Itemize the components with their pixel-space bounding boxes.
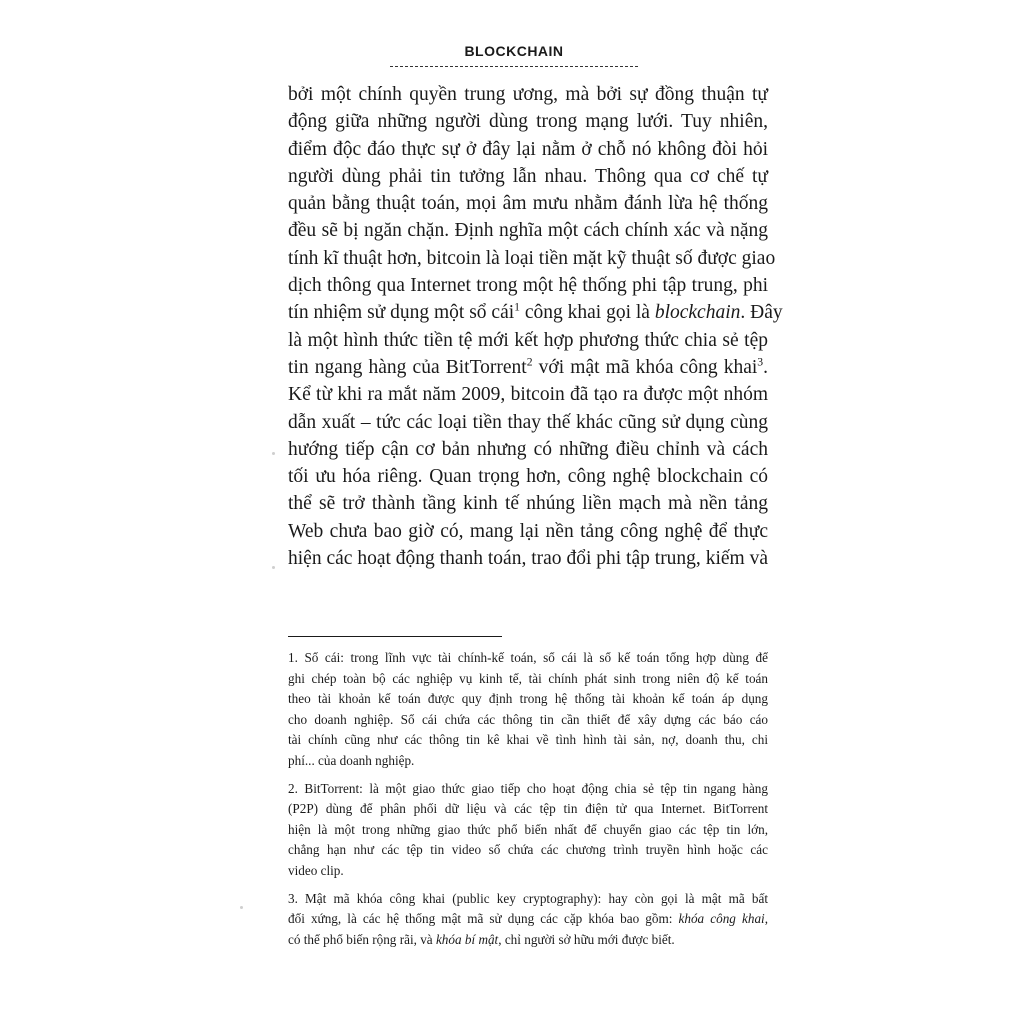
body-line: hướng tiếp cận cơ bản nhưng có những điều chỉnh và cách — [288, 438, 768, 460]
body-line: quản bằng thuật toán, mọi âm mưu nhằm đánh lừa hệ thống — [288, 193, 768, 215]
header-title: BLOCKCHAIN — [464, 43, 564, 59]
footnote-2 — [288, 779, 768, 882]
body-text-run: tin ngang hàng của BitTorrent — [288, 356, 527, 378]
footnote-line: cho doanh nghiệp. Sổ cái chứa các thông tin cần thiết để xây dựng các báo cáo — [288, 711, 768, 727]
running-header — [390, 42, 638, 67]
footnote-line — [288, 909, 768, 930]
body-line: hiện các hoạt động thanh toán, trao đổi phi tập trung, kiếm và — [288, 548, 768, 570]
footnote-line: tài chính cũng như các thông tin kê khai về tình hình tài sản, nợ, doanh thu, chi — [288, 732, 768, 748]
body-text-run: tín nhiệm sử dụng một sổ cái — [288, 302, 515, 324]
body-text-italic: blockchain — [654, 302, 741, 324]
footnote-text-run: có thể phổ biến rộng rãi, và — [288, 931, 436, 947]
body-line: tối ưu hóa riêng. Quan trọng hơn, công nghệ blockchain có — [288, 466, 768, 488]
footnote-line — [288, 930, 768, 951]
footnote-ref-2[interactable]: 2 — [526, 355, 533, 369]
footnote-ref-1[interactable]: 1 — [514, 300, 520, 314]
footnote-line: ghi chép toàn bộ các nghiệp vụ kinh tế, tài chính phát sinh trong niên độ kế toán — [288, 670, 768, 686]
body-line: động giữa những người dùng trong mạng lưới. Tuy nhiên, — [288, 111, 768, 133]
footnote-line: (P2P) dùng để phân phối dữ liệu và các tệp tin điện tử qua Internet. BitTorrent — [288, 801, 768, 817]
body-line: thể sẽ trở thành tầng kinh tế nhúng liền mạch mà nền tảng — [288, 493, 768, 515]
body-line: bởi một chính quyền trung ương, mà bởi sự đồng thuận tự — [288, 84, 768, 105]
footnote-1 — [288, 648, 768, 772]
body-text-run: công khai gọi là — [519, 302, 655, 324]
footnote-rule — [288, 636, 502, 637]
footnote-line: 2. BitTorrent: là một giao thức giao tiếp cho hoạt động chia sẻ tệp tin ngang hàng — [288, 780, 768, 796]
scan-speck — [272, 566, 275, 569]
body-line: dẫn xuất – tức các loại tiền thay thế khác cũng sử dụng cùng — [288, 411, 768, 433]
body-line: Kể từ khi ra mắt năm 2009, bitcoin đã tạo ra được một nhóm — [288, 384, 768, 406]
footnote-line: 1. Sổ cái: trong lĩnh vực tài chính-kế toán, sổ cái là sổ kế toán tổng hợp dùng để — [288, 650, 768, 665]
body-text-run: với mật mã khóa công khai — [532, 356, 758, 378]
footnote-text-italic: khóa công khai — [678, 911, 765, 927]
footnote-3 — [288, 889, 768, 951]
body-text — [288, 81, 783, 572]
body-line: người dùng phải tin tưởng lẫn nhau. Thông qua cơ chế tự — [288, 165, 768, 187]
body-line — [288, 354, 768, 381]
body-line: Web chưa bao giờ có, mang lại nền tảng công nghệ để thực — [288, 520, 768, 542]
footnote-line: chẳng hạn như các tệp tin video số chứa các chương trình truyền hình hoặc các — [288, 842, 768, 858]
footnote-line: hiện là một trong những giao thức phổ biến nhất để chuyển giao các tệp tin lớn, — [288, 821, 768, 837]
body-text-run: . Đây — [740, 302, 783, 324]
footnote-ref-3[interactable]: 3 — [757, 355, 764, 369]
footnote-line: phí... của doanh nghiệp. — [288, 752, 415, 768]
footnote-line: theo tài khoản kế toán được quy định trong hệ thống tài khoản kế toán áp dụng — [288, 691, 768, 707]
scan-speck — [240, 906, 243, 909]
body-line: đều sẽ bị ngăn chặn. Định nghĩa một cách chính xác và nặng — [288, 220, 768, 242]
body-line — [288, 299, 783, 326]
footnote-line: 3. Mật mã khóa công khai (public key cryptography): hay còn gọi là mật mã bất — [288, 890, 768, 906]
scan-speck — [272, 452, 275, 455]
footnote-line: video clip. — [288, 862, 344, 878]
footnote-text-run: đối xứng, là các hệ thống mật mã sử dụng các cặp khóa bao gồm: — [288, 911, 679, 927]
footnote-text-run: , chỉ người sở hữu mới được biết. — [498, 931, 675, 947]
body-line: dịch thông qua Internet trong một hệ thống phi tập trung, phi — [288, 275, 768, 297]
footnote-text-italic: khóa bí mật — [435, 931, 499, 947]
header-rule — [390, 66, 638, 67]
body-line: điểm độc đáo thực sự ở đây lại nằm ở chỗ nó không đòi hỏi — [288, 138, 768, 160]
body-text-run: . — [763, 356, 768, 378]
body-line: tính kĩ thuật hơn, bitcoin là loại tiền mặt kỹ thuật số được giao — [288, 247, 776, 269]
footnotes — [288, 648, 768, 957]
body-line: là một hình thức tiền tệ mới kết hợp phương thức chia sẻ tệp — [288, 329, 768, 351]
footnote-text-run: , — [764, 911, 768, 927]
